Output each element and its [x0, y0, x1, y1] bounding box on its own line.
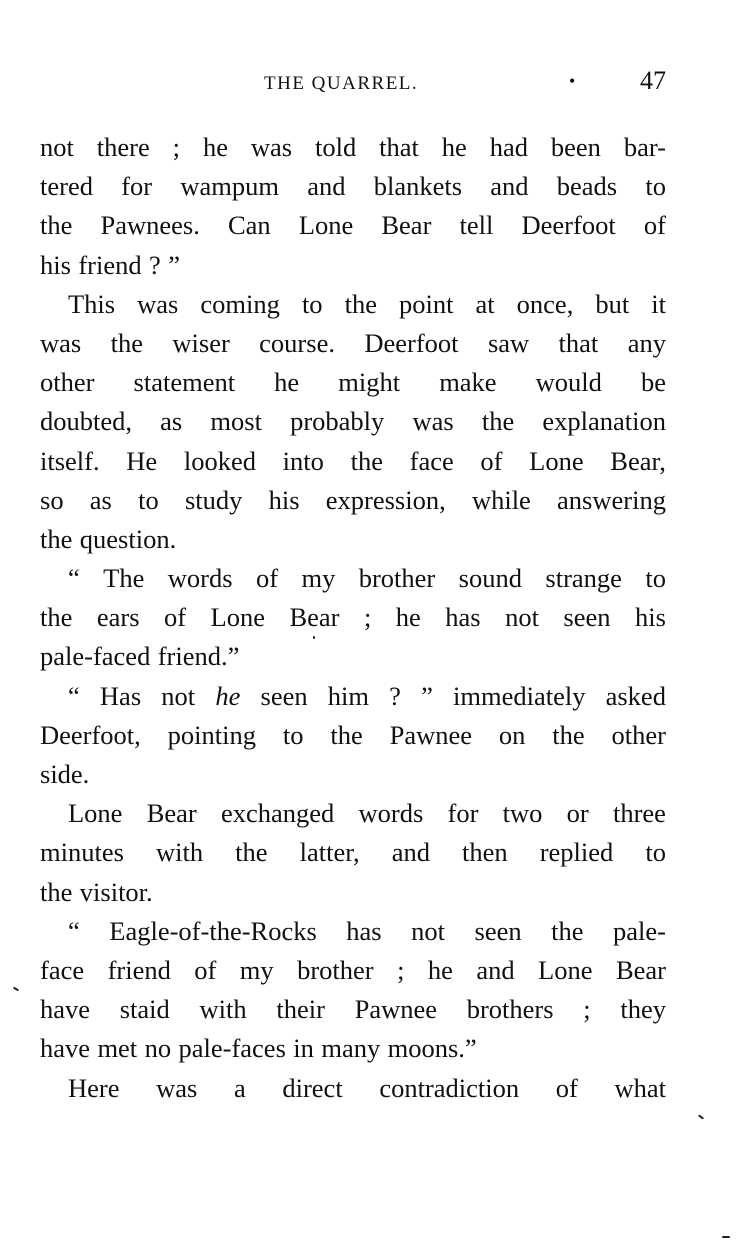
text-line [40, 520, 666, 559]
word: he [202, 132, 228, 162]
text-line [40, 951, 666, 990]
word: Can [227, 210, 271, 241]
word: Pawnee [389, 719, 473, 750]
text-line [40, 128, 666, 167]
word: or [566, 798, 589, 829]
word: Lone [298, 210, 354, 241]
word: pale-faces [178, 1033, 286, 1064]
word: Lone [68, 798, 123, 829]
word: immediately [452, 680, 586, 711]
word: the [481, 406, 515, 437]
word: the [110, 327, 143, 358]
text-line [40, 363, 666, 402]
word: had [489, 132, 528, 162]
word: bar- [623, 132, 666, 162]
word: visitor. [79, 876, 153, 907]
word: the [235, 837, 268, 868]
text-line [40, 246, 666, 285]
word: friend [78, 249, 142, 280]
word: seen [563, 602, 611, 633]
word: beads [556, 171, 618, 202]
word: face [409, 445, 454, 476]
word: to [282, 719, 304, 750]
word: he [215, 680, 241, 711]
word: Lone [529, 445, 584, 476]
word: for [447, 798, 479, 829]
word: three [612, 798, 666, 829]
word: been [550, 132, 601, 162]
word: pale- [613, 915, 666, 946]
body-text [40, 128, 666, 1108]
word: Bear [381, 210, 432, 241]
text-line [40, 755, 666, 794]
word: not [505, 602, 539, 633]
word: it [651, 288, 666, 319]
word: staid [119, 994, 170, 1025]
word: ? [389, 680, 401, 711]
word: brother [358, 563, 436, 594]
word: point [399, 288, 454, 319]
word: was [412, 406, 454, 437]
word: of [163, 602, 187, 633]
word: study [184, 484, 243, 515]
word: and [391, 837, 430, 868]
word: on [498, 719, 526, 750]
word: latter, [299, 837, 360, 868]
word: there [96, 132, 150, 162]
word: Here [68, 1072, 120, 1103]
text-line [40, 794, 666, 833]
text-line [40, 1069, 666, 1108]
word: course. [259, 327, 335, 358]
header-mark: • [569, 71, 576, 91]
word: sound [458, 563, 522, 594]
word: at [475, 288, 495, 319]
word: Deerfoot [521, 210, 616, 241]
word: minutes [40, 837, 124, 868]
word: be [640, 367, 666, 398]
word: a [233, 1072, 246, 1103]
word: ” [421, 680, 433, 711]
margin-speck [13, 987, 19, 992]
word: into [282, 445, 324, 476]
word: make [439, 367, 497, 398]
word: to [645, 171, 666, 202]
word: was [250, 132, 293, 162]
word: might [338, 367, 401, 398]
word: of [643, 210, 666, 241]
word: itself. [40, 445, 100, 476]
word: blankets [373, 171, 463, 202]
word: two [502, 798, 543, 829]
text-line [40, 481, 666, 520]
word: with [199, 994, 247, 1025]
word: my [301, 563, 336, 594]
word: words [167, 563, 233, 594]
word: exchanged [220, 798, 335, 829]
word: wampum [180, 171, 279, 202]
word: ; [363, 602, 372, 633]
word: the [551, 915, 584, 946]
word: he [441, 132, 467, 162]
page-header [40, 64, 666, 100]
word: most [210, 406, 262, 437]
word: and [490, 171, 529, 202]
word: ; [172, 132, 181, 162]
word: has [346, 915, 382, 946]
word: brother [297, 954, 374, 985]
text-line [40, 912, 666, 951]
word: so [40, 484, 64, 515]
word: Deerfoot, [40, 719, 141, 750]
running-head: THE QUARREL. [264, 73, 419, 94]
word: friend [107, 954, 171, 985]
word: their [276, 994, 325, 1025]
text-line [40, 637, 666, 676]
word: the [344, 288, 377, 319]
word: of [480, 445, 503, 476]
word: have [40, 994, 91, 1025]
word: as [89, 484, 112, 515]
text-line [40, 716, 666, 755]
word: Deerfoot [364, 327, 459, 358]
word: he [395, 602, 421, 633]
word: for [121, 171, 153, 202]
word: him [327, 680, 369, 711]
word: was [40, 327, 82, 358]
word: question. [79, 523, 177, 554]
word: coming [200, 288, 280, 319]
word: in [293, 1033, 314, 1064]
word: Pawnees. [100, 210, 200, 241]
text-line [40, 324, 666, 363]
word: face [40, 954, 85, 985]
word: pale-faced [40, 641, 151, 672]
margin-speck [698, 1114, 704, 1119]
text-line [40, 677, 666, 716]
margin-speck [313, 636, 315, 639]
word: not [40, 132, 74, 162]
word: the [330, 719, 363, 750]
word: they [620, 994, 666, 1025]
word: to [301, 288, 323, 319]
word: friend.” [157, 641, 240, 672]
word: ; [583, 994, 591, 1025]
word: tell [459, 210, 494, 241]
word: saw [487, 327, 530, 358]
word: “ [68, 680, 80, 711]
margin-speck [722, 1236, 730, 1238]
word: the [40, 876, 73, 907]
word: while [471, 484, 531, 515]
word: his [268, 484, 300, 515]
word: doubted, [40, 406, 132, 437]
word: explanation [542, 406, 666, 437]
word: words [358, 798, 424, 829]
word: statement [133, 367, 236, 398]
word: that [379, 132, 419, 162]
word: he [427, 954, 453, 985]
word: the [552, 719, 585, 750]
word: Bear [146, 798, 197, 829]
text-line [40, 402, 666, 441]
word: have [40, 1033, 91, 1064]
word: to [138, 484, 159, 515]
word: brothers [466, 994, 554, 1025]
word: not [161, 680, 196, 711]
text-line [40, 598, 666, 637]
text-line [40, 206, 666, 245]
word: The [103, 563, 145, 594]
word: other [611, 719, 666, 750]
word: told [314, 132, 357, 162]
word: then [462, 837, 508, 868]
word: as [160, 406, 183, 437]
word: met [97, 1033, 138, 1064]
word: moons.” [387, 1033, 477, 1064]
text-line [40, 559, 666, 598]
word: direct [282, 1072, 343, 1103]
word: Lone [210, 602, 265, 633]
word: Lone [538, 954, 593, 985]
word: He [126, 445, 158, 476]
word: looked [183, 445, 256, 476]
word: he [274, 367, 300, 398]
word: Bear [289, 602, 340, 633]
word: contradiction [379, 1072, 520, 1103]
word: ” [168, 249, 180, 280]
word: his [634, 602, 666, 633]
word: the [40, 210, 73, 241]
word: of [555, 1072, 578, 1103]
word: asked [605, 680, 666, 711]
word: once, [516, 288, 574, 319]
word: that [558, 327, 599, 358]
word: no [144, 1033, 172, 1064]
word: would [535, 367, 602, 398]
word: his [40, 249, 71, 280]
word: the [350, 445, 383, 476]
text-line [40, 285, 666, 324]
word: not [411, 915, 446, 946]
word: any [627, 327, 666, 358]
word: strange [545, 563, 622, 594]
text-line [40, 873, 666, 912]
word: and [307, 171, 346, 202]
word: This [68, 288, 116, 319]
word: but [595, 288, 630, 319]
word: Pawnee [354, 994, 438, 1025]
word: Bear [615, 954, 666, 985]
word: replied [539, 837, 614, 868]
word: side. [40, 759, 90, 789]
word: probably [290, 406, 385, 437]
word: many [321, 1033, 381, 1064]
word: of [255, 563, 279, 594]
word: ? [149, 249, 161, 280]
word: and [476, 954, 515, 985]
word: pointing [167, 719, 257, 750]
text-line [40, 833, 666, 872]
word: to [645, 837, 666, 868]
word: “ [68, 563, 80, 594]
word: answering [557, 484, 666, 515]
word: “ [68, 915, 80, 946]
word: was [156, 1072, 198, 1103]
word: of [194, 954, 217, 985]
word: other [40, 367, 95, 398]
word: to [645, 563, 666, 594]
word: Has [99, 680, 142, 711]
word: expression, [325, 484, 446, 515]
word: has [445, 602, 481, 633]
text-line [40, 1029, 666, 1068]
text-line [40, 442, 666, 481]
word: Eagle-of-the-Rocks [109, 915, 317, 946]
word: the [40, 602, 73, 633]
word: ; [397, 954, 405, 985]
word: what [614, 1072, 666, 1103]
word: seen [260, 680, 308, 711]
word: seen [474, 915, 522, 946]
word: Bear, [610, 445, 666, 476]
word: was [137, 288, 179, 319]
word: the [40, 523, 73, 554]
word: wiser [172, 327, 230, 358]
word: my [239, 954, 274, 985]
word: tered [40, 171, 93, 202]
page-number: 47 [640, 66, 666, 95]
text-line [40, 167, 666, 206]
text-line [40, 990, 666, 1029]
word: with [155, 837, 204, 868]
word: ears [96, 602, 140, 633]
